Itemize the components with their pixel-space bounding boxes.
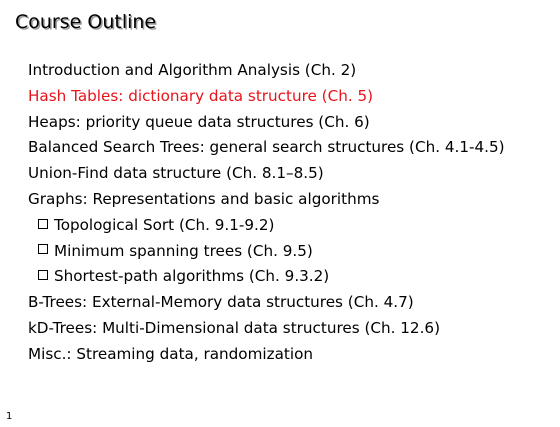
outline-subitem-shortest-path — [28, 264, 505, 290]
slide-title: Course Outline — [15, 11, 157, 33]
outline-item-misc: Misc.: Streaming data, randomization — [28, 344, 313, 363]
outline-item-b-trees: B-Trees: External-Memory data structures (Ch. 4.7) — [28, 293, 414, 312]
subitem-label: Shortest-path algorithms (Ch. 9.3.2) — [54, 267, 330, 286]
subitem-label: Topological Sort (Ch. 9.1-9.2) — [54, 215, 275, 234]
outline-item-kd-trees: kD-Trees: Multi-Dimensional data structures (Ch. 12.6) — [28, 318, 441, 337]
outline-item-heaps: Heaps: priority queue data structures (Ch. 6) — [28, 112, 370, 131]
checkbox-icon — [38, 244, 48, 254]
outline-item-union-find: Union-Find data structure (Ch. 8.1–8.5) — [28, 164, 324, 183]
checkbox-icon — [38, 219, 48, 229]
course-outline-list — [28, 58, 505, 368]
outline-subitem-topological-sort — [28, 213, 505, 239]
outline-item-graphs: Graphs: Representations and basic algorithms — [28, 189, 380, 208]
outline-subitem-minimum-spanning-trees — [28, 239, 505, 265]
page-number: 1 — [6, 411, 13, 422]
outline-item-balanced-search-trees: Balanced Search Trees: general search structures (Ch. 4.1-4.5) — [28, 138, 505, 157]
subitem-label: Minimum spanning trees (Ch. 9.5) — [54, 241, 313, 260]
outline-item-hash-tables: Hash Tables: dictionary data structure (Ch. 5) — [28, 86, 374, 105]
outline-item-introduction: Introduction and Algorithm Analysis (Ch. 2) — [28, 61, 357, 79]
checkbox-icon — [38, 270, 48, 280]
